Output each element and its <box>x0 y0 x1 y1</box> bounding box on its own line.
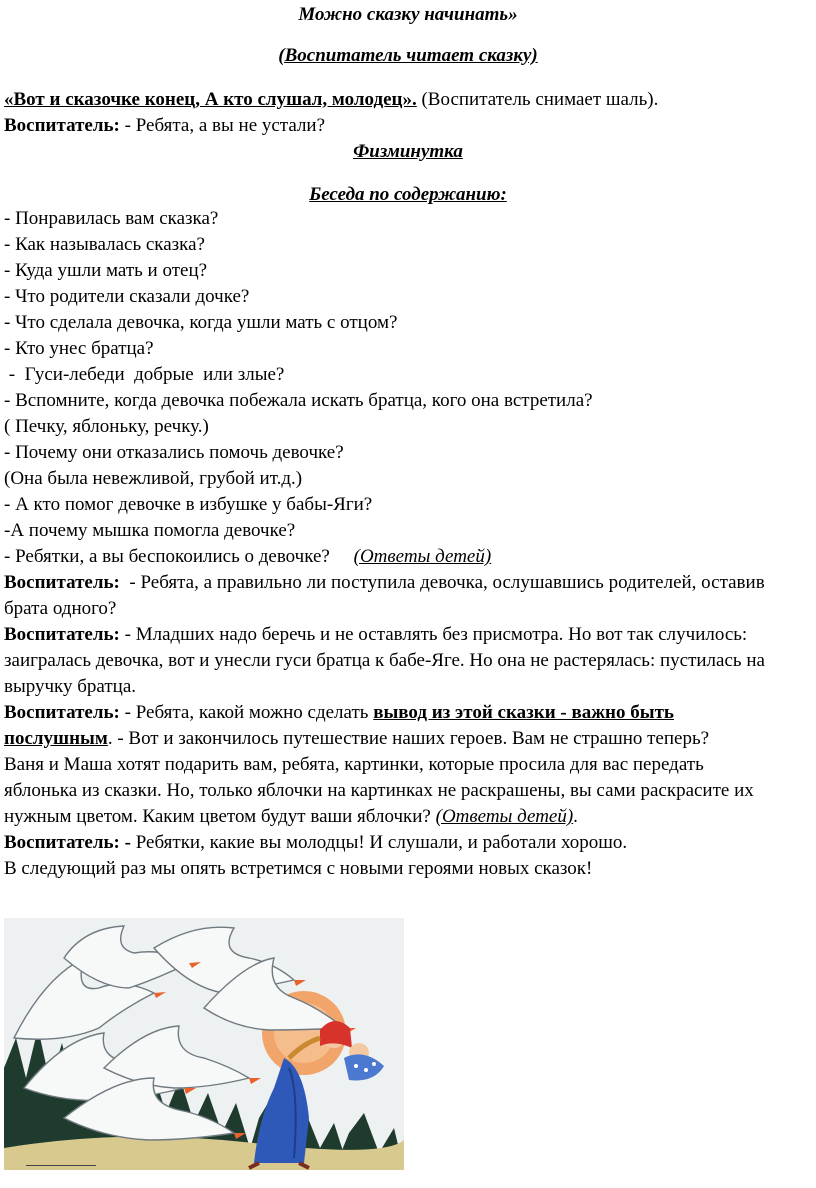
question-item: - Вспомните, когда девочка побежала искать братца, кого она встретила? <box>4 390 593 411</box>
worry-question: - Ребятки, а вы беспокоились о девочке? <box>4 546 354 567</box>
answer-item: (Она была невежливой, грубой ит.д.) <box>4 468 303 489</box>
conclusion-part-a: вывод из этой сказки - важно быть <box>373 702 674 723</box>
teacher-label: Воспитатель: <box>4 115 120 136</box>
closing-last-line: В следующий раз мы опять встретимся с новыми героями новых сказок! <box>4 858 593 879</box>
paragraph2-line1 <box>4 622 810 648</box>
paragraph3-line4: яблонька из сказки. Но, только яблочки на картинках не раскрашены, вы сами раскрасите их <box>4 780 754 801</box>
paragraph3-line5-suffix: . <box>573 806 578 827</box>
paragraph2-text: - Младших надо беречь и не оставлять без присмотра. Но вот так случилось: <box>119 624 748 645</box>
intro-block <box>4 87 810 139</box>
question-item: - Гуси-лебеди добрые или злые? <box>4 364 285 385</box>
geese-swans-illustration <box>4 918 404 1170</box>
teacher-question-line <box>4 113 810 139</box>
question-item: - Что родители сказали дочке? <box>4 286 250 307</box>
paragraph2-line3: выручку братца. <box>4 676 137 697</box>
paragraph3-line1 <box>4 700 810 726</box>
paragraph3-line5 <box>4 804 810 830</box>
start-line: Можно сказку начинать» <box>298 4 518 25</box>
question-item: - Как называлась сказка? <box>4 234 205 255</box>
worry-question-line <box>4 544 810 570</box>
children-answers: (Ответы детей) <box>353 546 492 567</box>
question-item: - Куда ушли мать и отец? <box>4 260 208 281</box>
ending-note: (Воспитатель снимает шаль). <box>416 89 659 110</box>
reading-line: (Воспитатель читает сказку) <box>278 45 538 66</box>
paragraph3-line2 <box>4 726 810 752</box>
discussion-title: Беседа по содержанию: <box>309 184 507 205</box>
closing-line <box>4 830 810 856</box>
conclusion-part-b: послушным <box>4 728 108 749</box>
questions-list <box>4 206 810 882</box>
question-item: - Понравилась вам сказка? <box>4 208 219 229</box>
question-item: -А почему мышка помогла девочке? <box>4 520 296 541</box>
paragraph1-line1 <box>4 570 810 596</box>
teacher-question: - Ребята, а вы не устали? <box>119 115 326 136</box>
paragraph2-line2: заигралась девочка, вот и унесли гуси братца к бабе-Яге. Но она не растерялась: пустилась на <box>4 650 765 671</box>
question-item: - Что сделала девочка, когда ушли мать с отцом? <box>4 312 398 333</box>
closing-text: Ребятки, какие вы молодцы! И слушали, и работали хорошо. <box>130 832 628 853</box>
teacher-label: Воспитатель: <box>4 572 120 593</box>
children-answers: (Ответы детей) <box>435 806 574 827</box>
ending-phrase: «Вот и сказочке конец, А кто слушал, молодец». <box>4 89 417 110</box>
question-item: - А кто помог девочке в избушке у бабы-Яги? <box>4 494 373 515</box>
teacher-label: Воспитатель: <box>4 702 120 723</box>
teacher-label: Воспитатель: - <box>4 832 131 853</box>
paragraph3-line5-prefix: нужным цветом. Каким цветом будут ваши яблочки? <box>4 806 436 827</box>
answer-item: ( Печку, яблоньку, речку.) <box>4 416 209 437</box>
question-item: - Кто унес братца? <box>4 338 154 359</box>
paragraph3-line3: Ваня и Маша хотят подарить вам, ребята, картинки, которые просила для вас передать <box>4 754 704 775</box>
image-caption-line <box>26 1165 96 1166</box>
paragraph3-suffix: . - Вот и закончилось путешествие наших героев. Вам не страшно теперь? <box>107 728 710 749</box>
paragraph1-text: - Ребята, а правильно ли поступила девочка, ослушавшись родителей, оставив <box>119 572 765 593</box>
teacher-label: Воспитатель: <box>4 624 120 645</box>
paragraph1-line2: брата одного? <box>4 598 117 619</box>
fizminutka-title: Физминутка <box>353 141 463 162</box>
ending-line <box>4 87 810 113</box>
paragraph3-prefix: - Ребята, какой можно сделать <box>119 702 374 723</box>
question-item: - Почему они отказались помочь девочке? <box>4 442 344 463</box>
